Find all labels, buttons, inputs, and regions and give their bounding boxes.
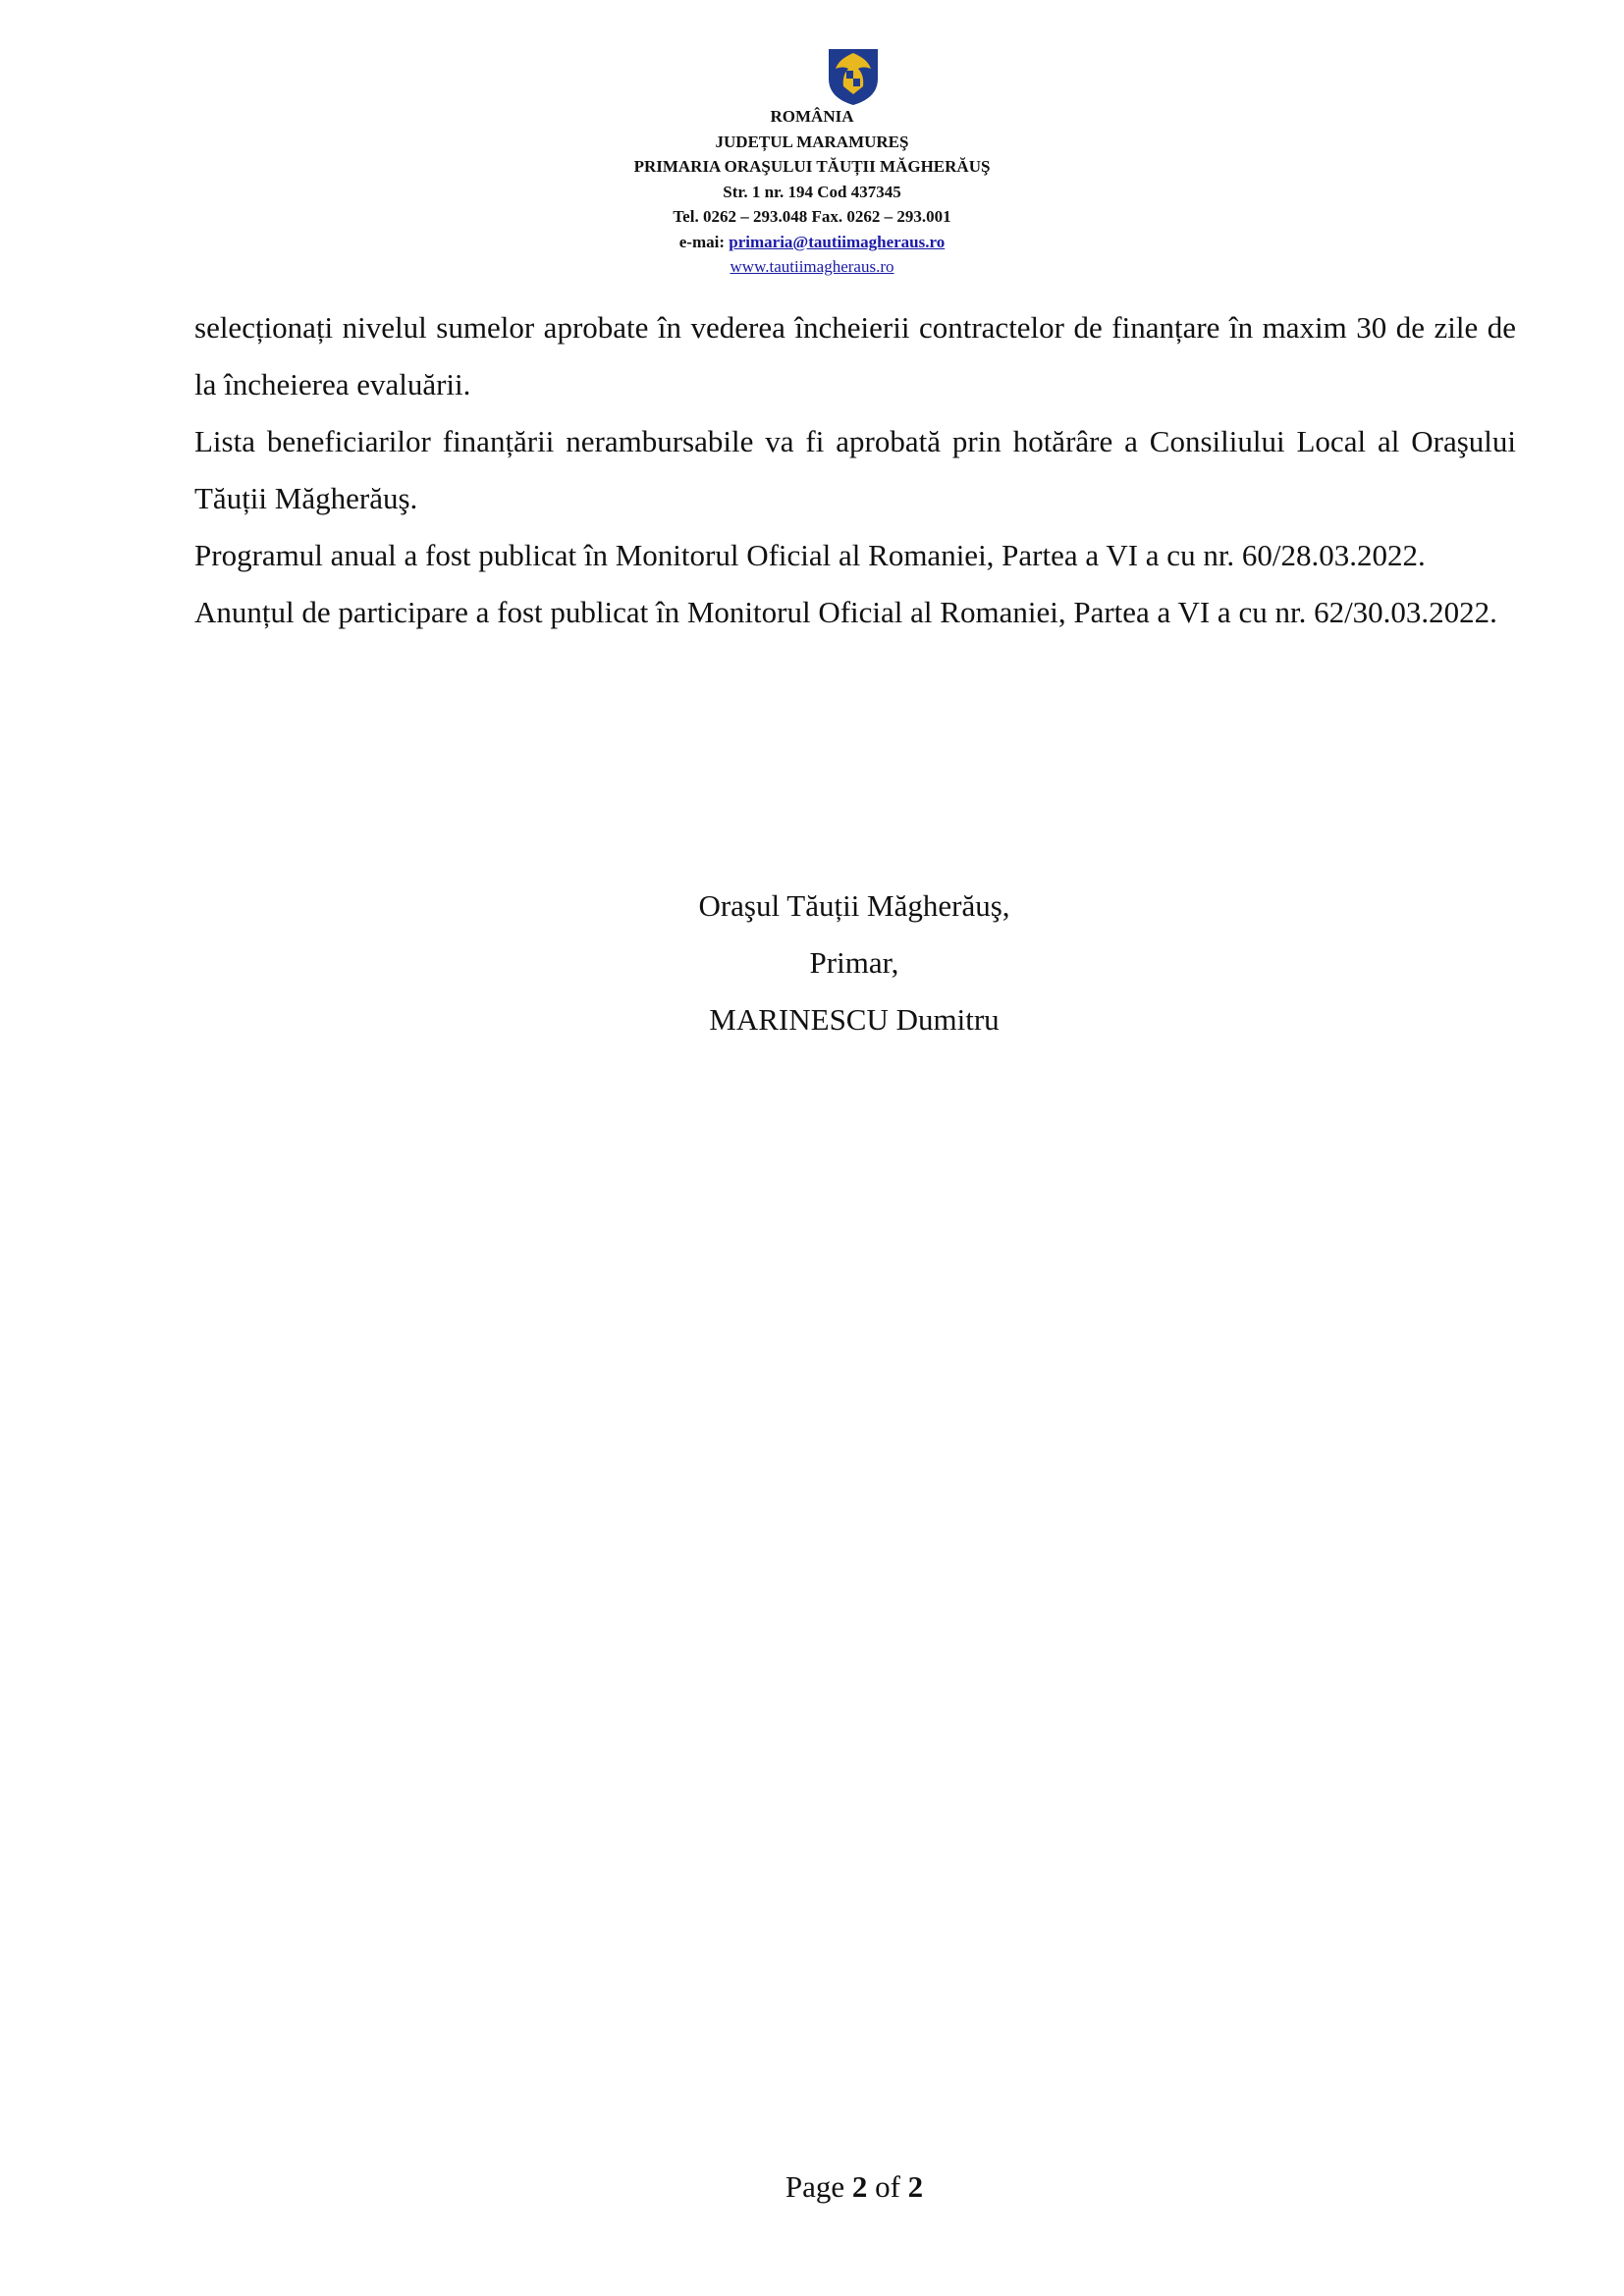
body-paragraph: Programul anual a fost publicat în Monitorul Oficial al Romaniei, Partea a VI a cu nr. 60/28.03.2022. xyxy=(194,538,1426,572)
signature-name: MARINESCU Dumitru xyxy=(709,1002,1000,1037)
email-label: e-mai: xyxy=(678,232,726,251)
body-paragraph: Anunțul de participare a fost publicat în Monitorul Oficial al Romaniei, Partea a VI a cu nr. 62/30.03.2022. xyxy=(194,595,1497,629)
of-word: of xyxy=(875,2169,900,2204)
letterhead-website-line xyxy=(0,254,1624,280)
body-text xyxy=(194,299,1516,641)
letterhead-country: ROMÂNIA xyxy=(770,107,854,126)
page-footer xyxy=(0,2169,1624,2205)
email-link[interactable]: primaria@tautiimagheraus.ro xyxy=(729,232,946,251)
signature-block xyxy=(0,878,1624,1048)
romania-coat-of-arms-icon xyxy=(825,45,882,106)
page-word: Page xyxy=(785,2169,845,2204)
current-page-number: 2 xyxy=(851,2169,868,2204)
body-paragraph: Lista beneficiarilor finanțării nerambursabile va fi aprobată prin hotărâre a Consiliului Local al Oraşului Tăuții Măgherăuş. xyxy=(194,424,1516,515)
body-paragraph: selecționați nivelul sumelor aprobate în vederea încheierii contractelor de finanțare în maxim 30 de zile de la încheierea evaluării. xyxy=(194,310,1516,401)
letterhead-email-line xyxy=(0,230,1624,255)
website-link[interactable]: www.tautiimagheraus.ro xyxy=(730,257,894,276)
letterhead xyxy=(0,104,1624,280)
letterhead-county: JUDEȚUL MARAMUREŞ xyxy=(715,132,909,151)
signature-title: Primar, xyxy=(809,945,899,980)
total-pages-number: 2 xyxy=(907,2169,924,2204)
letterhead-address: Str. 1 nr. 194 Cod 437345 xyxy=(723,182,901,201)
letterhead-institution: PRIMARIA ORAŞULUI TĂUȚII MĂGHERĂUŞ xyxy=(633,157,991,176)
signature-entity: Oraşul Tăuții Măgherăuş, xyxy=(698,888,1010,923)
letterhead-phone-fax: Tel. 0262 – 293.048 Fax. 0262 – 293.001 xyxy=(673,207,951,226)
